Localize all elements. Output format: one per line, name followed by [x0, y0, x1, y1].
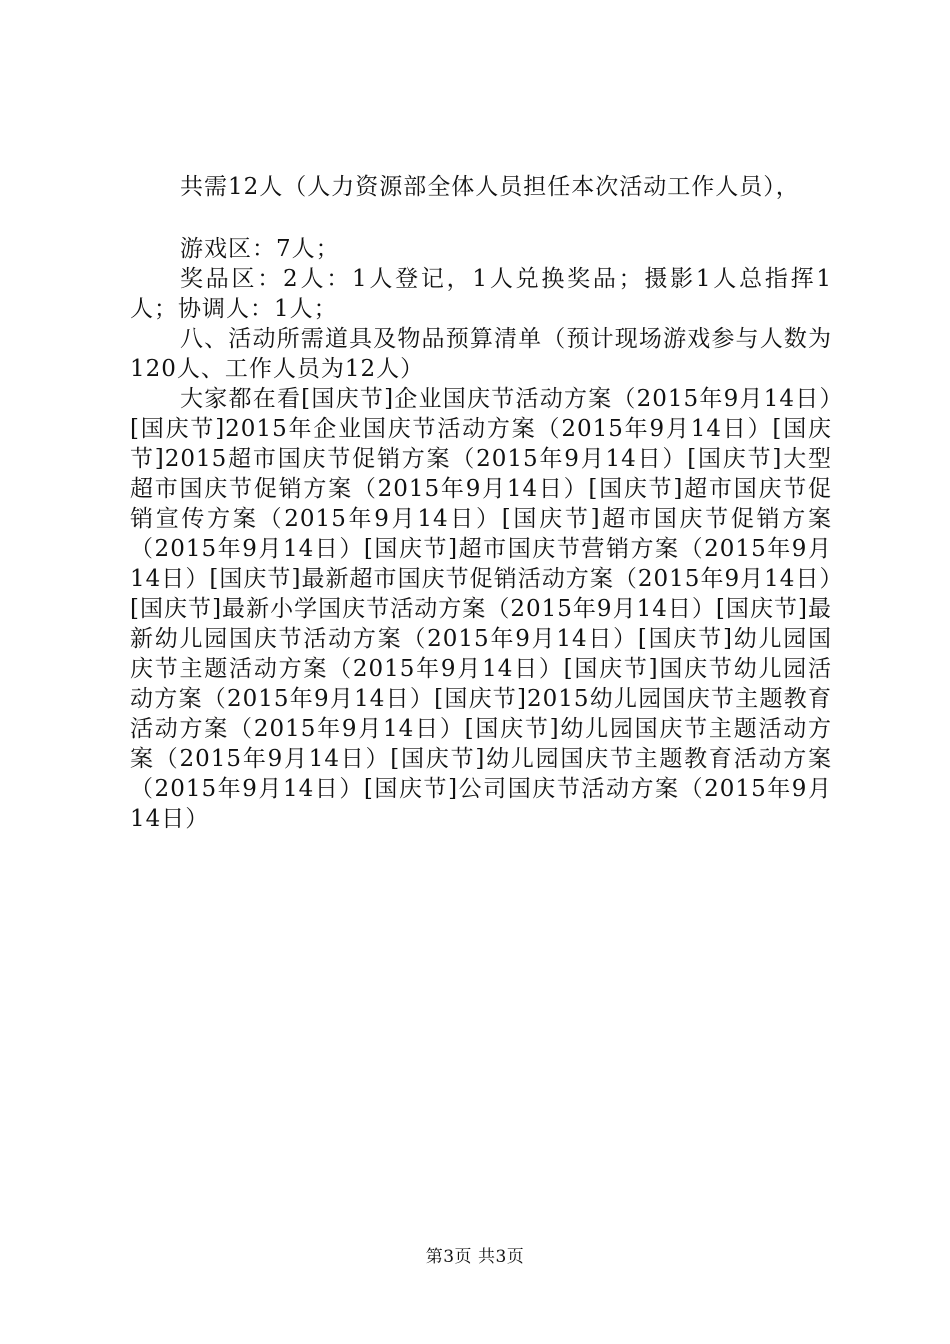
- paragraph-related-articles: 大家都在看[国庆节]企业国庆节活动方案（2015年9月14日）[国庆节]2015年企业国庆节活动方案（2015年9月14日）[国庆节]2015超市国庆节促销方案（2015年9月14日）[国庆节]大型超市国庆节促销方案（2015年9月14日）[国庆节]超市国庆节促销宣传方案（2015年9月14日）[国庆节]超市国庆节促销方案（2015年9月14日）[国庆节]超市国庆节营销方案（2015年9月14日）[国庆节]最新超市国庆节促销活动方案（2015年9月14日）[国庆节]最新小学国庆节活动方案（2015年9月14日）[国庆节]最新幼儿园国庆节活动方案（2015年9月14日）[国庆节]幼儿园国庆节主题活动方案（2015年9月14日）[国庆节]国庆节幼儿园活动方案（2015年9月14日）[国庆节]2015幼儿园国庆节主题教育活动方案（2015年9月14日）[国庆节]幼儿园国庆节主题活动方案（2015年9月14日）[国庆节]幼儿园国庆节主题教育活动方案（2015年9月14日）[国庆节]公司国庆节活动方案（2015年9月14日）: [130, 386, 832, 832]
- paragraph-prize-area: 奖品区：2人：1人登记，1人兑换奖品；摄影1人总指挥1人；协调人：1人；: [130, 266, 832, 322]
- document-body: [130, 172, 832, 834]
- paragraph-game-area: 游戏区：7人；: [180, 236, 340, 262]
- page-number-footer: 第3页 共3页: [425, 1247, 525, 1267]
- paragraph-budget-list-heading: 八、活动所需道具及物品预算清单（预计现场游戏参与人数为120人、工作人员为12人）: [130, 326, 832, 382]
- paragraph-staff-total: 共需12人（人力资源部全体人员担任本次活动工作人员），: [180, 174, 800, 200]
